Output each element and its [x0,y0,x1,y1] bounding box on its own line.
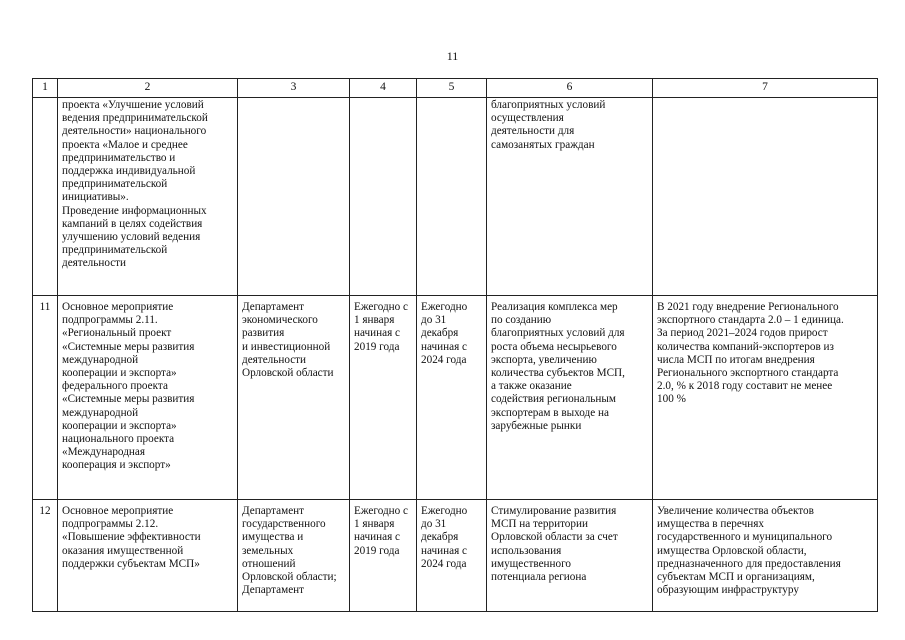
cell-text-line: Орловской области за счет [491,531,618,544]
end-date-cell [417,296,487,500]
end-date-cell [417,500,487,612]
cell-text-line: Ежегодно [421,301,468,313]
cell-text-line: «Международная [62,446,145,459]
cell-text-line: экспортерам в выходе на [491,406,609,419]
cell-text-line: количества субъектов МСП, [491,367,625,380]
cell-text-line: федерального проекта [62,380,168,393]
start-date-cell [350,98,417,296]
cell-text-line: предназначенного для предоставления [657,557,841,570]
cell-text-line: 2024 года [421,557,467,570]
measure-name-cell [58,500,238,612]
cell-text-line: самозанятых граждан [491,138,595,151]
cell-text-line: субъектам МСП и организациям, [657,571,815,584]
header-cell: 5 [417,79,487,98]
cell-text-line: кампаний в целях содействия [62,217,203,230]
cell-text-line: содействия региональным [491,393,616,406]
cell-text-line: поддержка индивидуальной [62,165,196,178]
page-number: 11 [446,49,459,63]
cell-text-line: подпрограммы 2.12. [62,518,159,531]
cell-text-line: образующим инфраструктуру [657,584,799,597]
cell-text-line: проекта «Улучшение условий [62,99,204,111]
table-row [33,500,878,612]
table-row [33,98,878,296]
content-cell [487,296,653,500]
column-number-row [33,79,878,98]
cell-text-line: декабря [421,531,459,544]
cell-text-line: предпринимательской [62,244,168,257]
content-cell [487,500,653,612]
cell-text-line: международной [62,406,139,419]
cell-text-line: инициативы». [62,191,129,204]
cell-text-line: государственного [242,518,326,531]
start-date-cell [350,296,417,500]
cell-text-line: Департамент [242,584,305,597]
cell-text-line: роста объема несырьевого [491,340,617,353]
cell-text-line: деятельности для [491,125,575,138]
cell-text-line: по созданию [491,314,552,327]
cell-text-line: имущества Орловской области, [657,544,807,557]
cell-text-line: проекта «Малое и среднее [62,138,188,151]
cell-text-line: 100 % [657,393,686,406]
cell-text-line: государственного и муниципального [657,531,833,544]
cell-text-line: использования [491,544,562,557]
cell-text-line: предпринимательской [62,178,168,191]
cell-text-line: Реализация комплекса мер [491,301,618,313]
result-cell [653,500,878,612]
cell-text-line: начиная с [421,340,467,353]
cell-text-line: Департамент [242,505,305,517]
cell-text-line: земельных [242,544,294,557]
cell-text-line: МСП на территории [491,518,588,531]
cell-text-line: декабря [421,327,459,340]
cell-text-line: числа МСП по итогам внедрения [657,353,815,366]
measures-table [32,78,878,612]
cell-text-line: Орловской области [242,367,334,380]
cell-text-line: деятельности [62,257,127,270]
cell-text-line: до 31 [421,518,447,531]
cell-text-line: Стимулирование развития [491,505,617,517]
cell-text-line: национального проекта [62,433,175,446]
executor-cell [238,500,350,612]
cell-text-line: количества компаний-экспортеров из [657,340,834,353]
cell-text-line: экспорта, увеличению [491,353,597,366]
cell-text-line: начиная с [354,327,400,340]
cell-text-line: имущества в перечнях [657,518,764,531]
cell-text-line: ведения предпринимательской [62,112,208,125]
cell-text-line: имущественного [491,557,572,570]
end-date-cell [417,98,487,296]
header-cell: 2 [58,79,238,98]
cell-text-line: благоприятных условий [491,99,606,111]
start-date-cell [350,500,417,612]
executor-cell [238,296,350,500]
cell-text-line: поддержки субъектам МСП» [62,557,200,570]
result-cell [653,98,878,296]
cell-text-line: «Повышение эффективности [62,531,201,544]
cell-text-line: 1 января [354,314,395,327]
result-cell [653,296,878,500]
cell-text-line: осуществления [491,112,564,125]
cell-text-line: предпринимательство и [62,151,176,164]
cell-text-line: Основное мероприятие [62,505,174,517]
header-cell: 4 [350,79,417,98]
header-cell: 3 [238,79,350,98]
cell-text-line: Ежегодно с [354,505,408,517]
measure-name-cell [58,98,238,296]
cell-text-line: 2.0, % к 2018 году составит не менее [657,380,833,393]
header-cell: 7 [653,79,878,98]
cell-text-line: развития [242,327,285,340]
cell-text-line: зарубежные рынки [491,419,582,432]
cell-text-line: а также оказание [491,380,572,393]
cell-text-line: деятельности [242,353,307,366]
cell-text-line: Орловской области; [242,571,337,584]
cell-text-line: 2024 года [421,353,467,366]
cell-text-line: начиная с [421,544,467,557]
cell-text-line: Увеличение количества объектов [657,505,814,517]
cell-text-line: оказания имущественной [62,544,184,557]
cell-text-line: экспортного стандарта 2.0 – 1 единица. [657,314,844,327]
cell-text-line: деятельности» национального [62,125,207,138]
cell-text-line: подпрограммы 2.11. [62,314,158,327]
cell-text-line: улучшению условий ведения [62,231,201,244]
table-row [33,296,878,500]
header-cell: 1 [33,79,58,98]
cell-text-line: потенциала региона [491,571,587,584]
cell-text-line: 2019 года [354,544,400,557]
cell-text-line: благоприятных условий для [491,327,625,340]
cell-text-line: кооперации и экспорта» [62,419,177,432]
cell-text-line: 2019 года [354,340,400,353]
cell-text-line: начиная с [354,531,400,544]
cell-text-line: экономического [242,314,318,327]
cell-text-line: За период 2021–2024 годов прирост [657,327,828,340]
content-cell [487,98,653,296]
row-number-cell [33,98,58,296]
row-number-cell: 12 [33,500,58,612]
cell-text-line: «Региональный проект [62,327,172,340]
cell-text-line: Основное мероприятие [62,301,174,313]
cell-text-line: кооперация и экспорт» [62,459,171,472]
cell-text-line: международной [62,353,139,366]
cell-text-line: Регионального экспортного стандарта [657,367,839,380]
measure-name-cell [58,296,238,500]
row-number-cell: 11 [33,296,58,500]
cell-text-line: кооперации и экспорта» [62,367,177,380]
cell-text-line: «Системные меры развития [62,393,195,406]
cell-text-line: 1 января [354,518,395,531]
header-cell: 6 [487,79,653,98]
executor-cell [238,98,350,296]
cell-text-line: Ежегодно с [354,301,408,313]
cell-text-line: до 31 [421,314,447,327]
cell-text-line: и инвестиционной [242,340,331,353]
cell-text-line: Департамент [242,301,305,313]
cell-text-line: Проведение информационных [62,204,207,217]
cell-text-line: отношений [242,557,296,570]
cell-text-line: В 2021 году внедрение Регионального [657,301,839,313]
cell-text-line: «Системные меры развития [62,340,195,353]
cell-text-line: Ежегодно [421,505,468,517]
cell-text-line: имущества и [242,531,304,544]
